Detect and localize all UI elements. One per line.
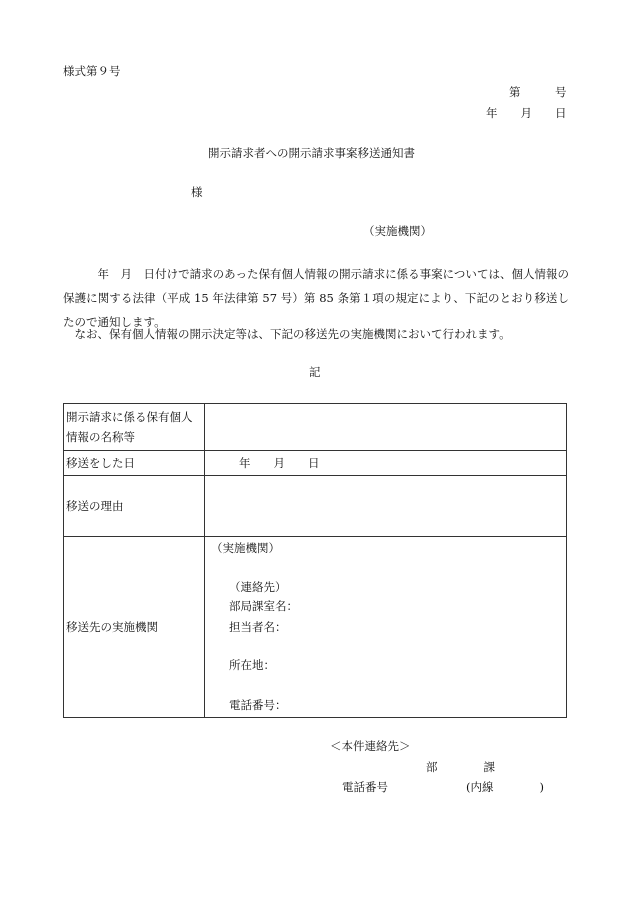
reason-label-cell <box>64 476 205 537</box>
date-value: 年 月 日 <box>239 456 320 470</box>
destination-value-cell <box>205 537 567 718</box>
document-number: 第 号 <box>509 85 567 99</box>
destination-agency: （実施機関） <box>211 541 280 555</box>
destination-contact: （連絡先） <box>229 580 287 594</box>
document-date: 年 月 日 <box>486 106 567 120</box>
destination-label-cell <box>64 537 205 718</box>
destination-department: 部局課室名： <box>229 599 298 613</box>
footer-contact-title: ＜本件連絡先＞ <box>330 739 411 753</box>
footer-extension: (内線 ) <box>466 780 544 794</box>
table-row <box>64 404 567 451</box>
reason-value-cell <box>205 476 567 537</box>
body-paragraph-1: 年 月 日付けで請求のあった保有個人情報の開示請求に係る事案については、個人情報の保護に関する法律（平成 15 年法律第 57 号）第 85 条第１項の規定により、下記のとおり移送したので通知します。 <box>63 267 569 329</box>
body-paragraph-2: なお、保有個人情報の開示決定等は、下記の移送先の実施機関において行われます。 <box>63 327 511 341</box>
name-label-cell <box>64 404 205 451</box>
reason-label: 移送の理由 <box>66 499 124 513</box>
name-value-cell <box>205 404 567 451</box>
table-row <box>64 537 567 718</box>
page-title: 開示請求者への開示請求事案移送通知書 <box>208 146 415 160</box>
form-number: 様式第９号 <box>63 64 121 78</box>
destination-person: 担当者名： <box>229 620 287 634</box>
addressee-suffix: 様 <box>191 185 203 199</box>
issuer-label: （実施機関） <box>363 224 432 238</box>
destination-phone: 電話番号： <box>229 698 287 712</box>
footer-phone-label: 電話番号 <box>342 780 388 794</box>
table-row <box>64 451 567 476</box>
destination-label: 移送先の実施機関 <box>66 620 158 634</box>
date-value-cell <box>205 451 567 476</box>
date-label: 移送をした日 <box>66 456 135 470</box>
record-table <box>63 403 567 718</box>
name-label: 開示請求に係る保有個人情報の名称等 <box>66 410 193 444</box>
destination-address: 所在地： <box>229 658 275 672</box>
ki-heading: 記 <box>309 365 321 379</box>
table-row <box>64 476 567 537</box>
date-label-cell <box>64 451 205 476</box>
footer-department: 部 課 <box>426 760 495 774</box>
